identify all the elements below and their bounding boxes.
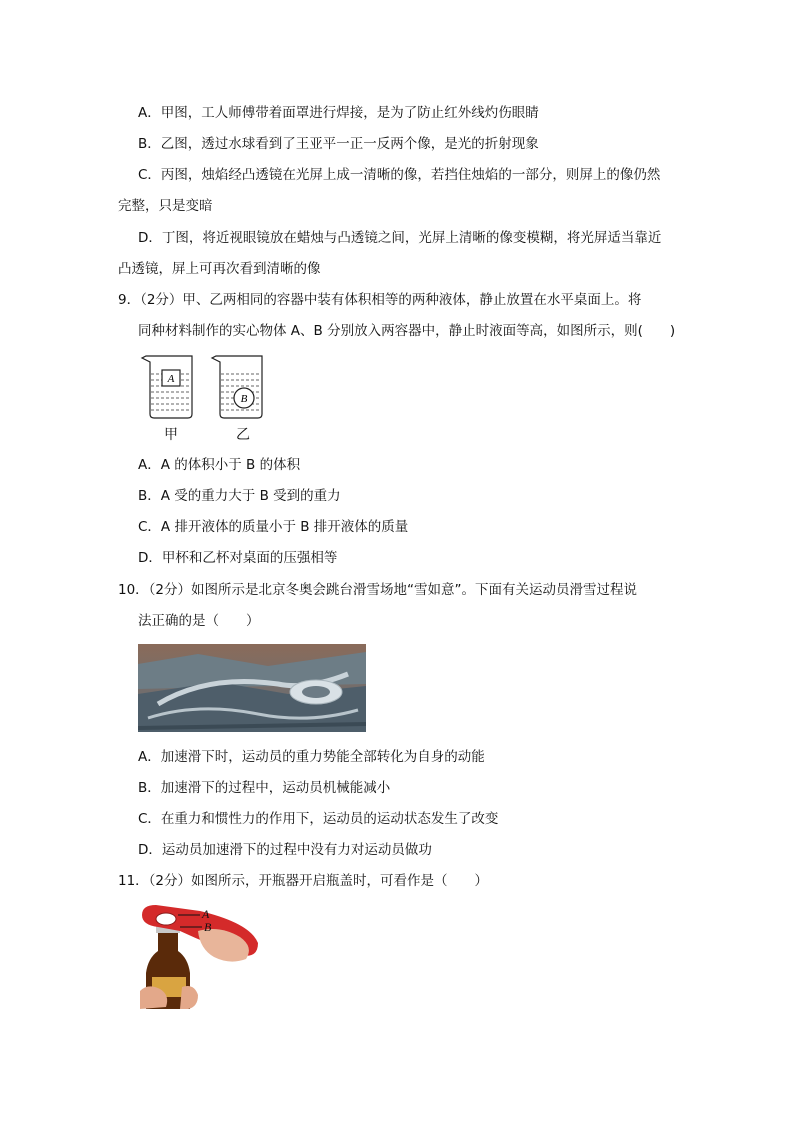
q10-option-a: A．加速滑下时，运动员的重力势能全部转化为自身的动能 <box>138 749 485 765</box>
beaker-yi <box>212 356 262 418</box>
q10-option-b: B．加速滑下的过程中，运动员机械能减小 <box>138 780 391 796</box>
q8-option-c-cont: 完整，只是变暗 <box>118 198 213 214</box>
q9-option-a: A．A 的体积小于 B 的体积 <box>138 457 301 473</box>
q11-stem: 11．（2分）如图所示，开瓶器开启瓶盖时，可看作是（ ） <box>118 873 489 889</box>
q8-option-a: A．甲图，工人师傅带着面罩进行焊接，是为了防止红外线灼伤眼睛 <box>138 105 539 121</box>
q8-option-b: B．乙图，透过水球看到了王亚平一正一反两个像，是光的折射现象 <box>138 136 539 152</box>
object-a-label: A <box>167 373 175 385</box>
caption-yi: 乙 <box>236 427 250 443</box>
object-b-label: B <box>240 393 248 405</box>
q9-option-d: D．甲杯和乙杯对桌面的压强相等 <box>138 550 338 566</box>
q10-stem-cont: 法正确的是（ ） <box>138 613 260 629</box>
q9-stem: 9．（2分）甲、乙两相同的容器中装有体积相等的两种液体，静止放置在水平桌面上。将 <box>118 292 642 308</box>
caption-jia: 甲 <box>164 427 178 443</box>
beaker-jia <box>142 356 192 418</box>
q10-stem: 10．（2分）如图所示是北京冬奥会跳台滑雪场地“雪如意”。下面有关运动员滑雪过程说 <box>118 582 638 598</box>
q9-option-c: C．A 排开液体的质量小于 B 排开液体的质量 <box>138 519 409 535</box>
bottle-opener-photo <box>140 903 260 1009</box>
q9-option-b: B．A 受的重力大于 B 受到的重力 <box>138 488 341 504</box>
point-b-label: B <box>204 920 212 934</box>
ski-jump-photo <box>138 644 366 732</box>
q10-option-c: C．在重力和惯性力的作用下，运动员的运动状态发生了改变 <box>138 811 499 827</box>
q10-option-d: D．运动员加速滑下的过程中没有力对运动员做功 <box>138 842 432 858</box>
point-a-label: A <box>202 907 210 921</box>
q8-option-d: D．丁图，将近视眼镜放在蜡烛与凸透镜之间，光屏上清晰的像变模糊，将光屏适当靠近 <box>138 230 662 246</box>
beakers-diagram <box>138 352 278 422</box>
q9-stem-cont: 同种材料制作的实心物体 A、B 分别放入两容器中，静止时液面等高，如图所示，则( ) <box>138 323 676 339</box>
q9-beakers-figure <box>138 352 278 444</box>
q8-option-d-cont: 凸透镜，屏上可再次看到清晰的像 <box>118 261 321 277</box>
q8-option-c: C．丙图，烛焰经凸透镜在光屏上成一清晰的像，若挡住烛焰的一部分，则屏上的像仍然 <box>138 167 661 183</box>
